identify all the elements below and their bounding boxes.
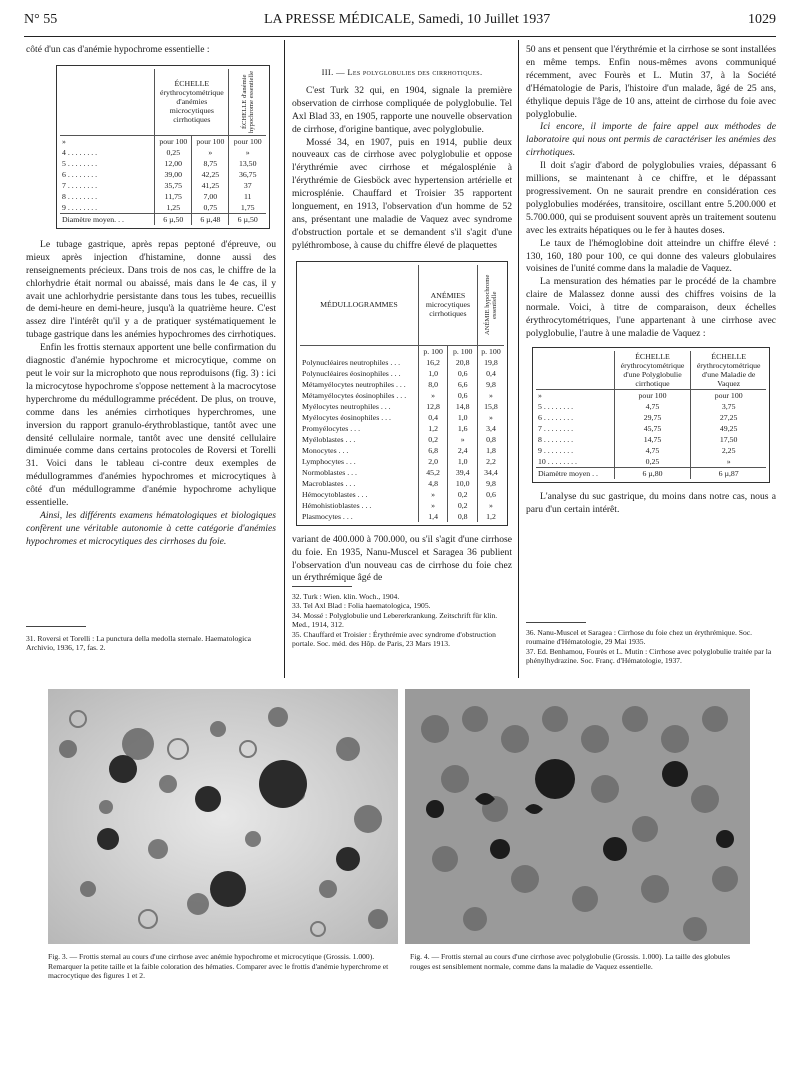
table2-units-blank	[300, 345, 418, 357]
table2-cell: 14,8	[448, 401, 478, 412]
table2-row-label: Polynucléaires éosinophiles . . .	[302, 368, 401, 378]
table2-row-label: Métamyélocytes neutrophiles . . .	[302, 379, 406, 389]
table2-cell: 6,8	[418, 445, 448, 456]
table2-row-label: Promyélocytes . . .	[302, 423, 361, 433]
table1-footer-cell: 6 µ,50	[229, 213, 266, 225]
table1-footer-cell: Diamètre moyen. . .	[60, 213, 155, 225]
table3-row-label: 8 . . . . . . . .	[538, 434, 574, 444]
column-rule-1	[284, 40, 285, 678]
column-2	[292, 66, 512, 585]
column-rule-2	[518, 40, 519, 678]
col3-footnote-rule	[526, 622, 586, 623]
table1-head-essential: ÉCHELLE d'anémie hypochrome essentielle	[240, 70, 255, 133]
table1-row	[60, 180, 266, 191]
table1-cell: 11,75	[155, 191, 192, 202]
table3-cell: 27,25	[691, 412, 766, 423]
table2-row-label: Lymphocytes . . .	[302, 456, 356, 466]
table1-cell: 42,25	[192, 169, 229, 180]
footnote-item: 34. Mossé : Polyglobulie und Lebererkrankung. Zeitschrift für klin. Med., 1914, 312.	[292, 610, 498, 630]
table1-row	[60, 191, 266, 202]
footnote-item: 36. Nanu-Muscel et Saragea : Cirrhose du foie chez un érythrémique. Soc. roumaine d'Hématologie, 29 Mai 1935.	[526, 628, 753, 647]
col1-footnote-rule	[26, 626, 86, 627]
figure-3-caption: Fig. 3. — Frottis sternal au cours d'une cirrhose avec anémie hypochrome et microcytique (Grossis. 1.000). Remarquer la petite taille et la faible coloration des hématies. Comparer avec le frottis d'anémie hyperchrome et macrocytique des figures 1 et 2.	[48, 952, 389, 981]
table1-row-label: 6 . . . . . . . .	[62, 169, 98, 179]
table1-cell: 8,75	[192, 158, 229, 169]
table2-cell: 2,2	[477, 456, 504, 467]
page-number: 1029	[748, 12, 776, 27]
table2-cell: 0,6	[448, 368, 478, 379]
table2-row-label: Macroblastes . . .	[302, 478, 356, 488]
table2-row-label: Myélocytes éosinophiles . . .	[302, 412, 392, 422]
table2-row	[300, 368, 504, 379]
journal-title: LA PRESSE MÉDICALE, Samedi, 10 Juillet 1937	[264, 12, 551, 27]
table2-cell: 1,4	[418, 511, 448, 522]
table-erythrocytometric-2	[532, 347, 770, 483]
table2-row	[300, 445, 504, 456]
table2-head-right: ANÉMIE hypochrome essentielle	[483, 274, 498, 335]
table2-row	[300, 489, 504, 500]
table3-cell: 0,25	[614, 456, 691, 468]
table1-cell: »	[192, 147, 229, 158]
col1-intro: côté d'un cas d'anémie hypochrome essentielle :	[26, 44, 210, 55]
table3-footer-row	[536, 467, 766, 479]
col3-paragraph-4: Le taux de l'hémoglobine doit atteindre un chiffre élevé : 130, 160, 180 pour 100, ce qui donne des valeurs globulaires voisines de l'unité comme dans la maladie de Vaquez.	[526, 237, 776, 275]
table2-row	[300, 357, 504, 368]
table3-body	[536, 389, 766, 479]
table2-row	[300, 379, 504, 390]
table1-row	[60, 169, 266, 180]
table2-cell: 0,2	[448, 489, 478, 500]
col1-paragraph-1: Le tubage gastrique, après repas peptoné d'épreuve, ou mieux après injection d'histamine, donne aussi des renseignements précieux. Dans trois de nos cas, le chiffre de la chlorhydrie était normal ou abaissé, mais dans le 4e cas, il y avait une achlorhydrie persistante dans tous les tubes, recueillis de demi-heure en demi-heure, jusqu'à la quatrième heure. C'est assez dire l'intérêt qu'il y a de pratiquer systématiquement le tubage gastrique dans les anémies hypochromes des cirrhotiques.	[26, 238, 276, 341]
col2-footnotes	[292, 592, 512, 648]
table2-cell: 19,8	[477, 357, 504, 368]
table1-cell: 12,00	[155, 158, 192, 169]
table1-cell: 39,00	[155, 169, 192, 180]
table1-cell: 7,00	[192, 191, 229, 202]
table3-unit: »	[538, 390, 542, 400]
table2-row-label: Plasmocytes . . .	[302, 511, 353, 521]
table1-unit: pour 100	[192, 135, 229, 147]
table2-cell: 6,6	[448, 379, 478, 390]
table3-head-vaquez: ÉCHELLE érythrocytométrique d'une Maladie de Vaquez	[691, 351, 766, 390]
table2-row-label: Métamyélocytes éosinophiles . . .	[302, 390, 407, 400]
table2-cell: 8,0	[418, 379, 448, 390]
table2-cell: 0,8	[448, 511, 478, 522]
table3-cell: 45,75	[614, 423, 691, 434]
table-medullogram	[296, 261, 508, 526]
table3-unit: pour 100	[614, 389, 691, 401]
table2-row	[300, 511, 504, 522]
table2-cell: 39,4	[448, 467, 478, 478]
table1-row	[60, 147, 266, 158]
figure-4-caption: Fig. 4. — Frottis sternal au cours d'une cirrhose avec polyglobulie (Grossis. 1.000). La taille des globules rouges est sensiblement normale, comme dans la maladie de Vaquez essentielle.	[410, 952, 731, 971]
table2-row	[300, 434, 504, 445]
table1-cell: »	[229, 147, 266, 158]
section-heading: III. — Les polyglobulies des cirrhotiques.	[321, 67, 483, 77]
table2-unit: p. 100	[448, 345, 478, 357]
table1-row	[60, 202, 266, 214]
table2-row	[300, 401, 504, 412]
table1-cell: 0,25	[155, 147, 192, 158]
col3-paragraph-1: 50 ans et pensent que l'érythrémie et la cirrhose se sont installées en même temps. Enfin nous-mêmes avons communiqué récemment, avec Fourès et L. Mutin 37, à la Société d'Hématologie de Paris, l'histoire d'un malade, âgé de 25 ans, éthylique depuis l'âge de 10 ans, atteint de cirrhose du foie avec polyglobulie.	[526, 44, 776, 120]
table3-row-label: 7 . . . . . . . .	[538, 423, 574, 433]
table2-cell: »	[418, 489, 448, 500]
column-3	[526, 44, 776, 517]
table1-cell: 1,25	[155, 202, 192, 214]
table3-cell: »	[691, 456, 766, 468]
table3-cell: 2,25	[691, 445, 766, 456]
table2-cell: 0,4	[477, 368, 504, 379]
table2-head-left: MÉDULLOGRAMMES	[300, 265, 418, 346]
table1-cell: 11	[229, 191, 266, 202]
col2-paragraph-2: Mossé 34, en 1907, puis en 1914, publie deux nouveaux cas de cirrhose avec polyglobulie et oppose l'érythrémie avec cirrhose et mégalosplénie à l'érythrémie de Giesböck avec hypertension artérielle et microsplénie. Chauffard et Troisier 35 rapportent longuement, en 1913, l'observation d'un homme de 52 ans, présentant une maladie de Vaquez avec syndrome d'obstruction portale et se demandent s'il s'agit d'une pyléthrombose, à cause du chiffre élevé de plaquettes	[292, 136, 512, 251]
table2-row	[300, 412, 504, 423]
table2-row	[300, 478, 504, 489]
col2-paragraph-3: variant de 400.000 à 700.000, ou s'il s'agit d'une cirrhose du foie. En 1935, Nanu-Muscel et Saragea 36 publient l'observation d'un nouveau cas de cirrhose du foie chez un érythrémique âgé de	[292, 533, 512, 584]
table2-cell: 2,4	[448, 445, 478, 456]
table3-row	[536, 434, 766, 445]
table2-cell: 0,8	[477, 434, 504, 445]
table2-cell: 20,8	[448, 357, 478, 368]
table3-row-label: 9 . . . . . . . .	[538, 445, 574, 455]
table1-cell: 35,75	[155, 180, 192, 191]
table2-cell: 1,0	[448, 412, 478, 423]
table3-head-polyglobulie: ÉCHELLE érythrocytométrique d'une Polyglobulie cirrhotique	[614, 351, 691, 390]
footnote-item: 33. Tel Axl Blad : Folia haematologica, 1905.	[292, 601, 431, 611]
footnote-31: 31. Roversi et Torelli : La punctura della medolla sternale. Haematologica Archivio, 1936, 17, fas. 2.	[26, 634, 251, 653]
table1-units-row	[60, 135, 266, 147]
table1-unit: pour 100	[229, 135, 266, 147]
table2-row	[300, 500, 504, 511]
col3-footnotes	[526, 628, 776, 666]
figure-4-micrograph	[405, 689, 750, 944]
table2-cell: 9,8	[477, 379, 504, 390]
col3-paragraph-6: L'analyse du suc gastrique, du moins dans notre cas, nous a paru d'un certain intérêt.	[526, 490, 776, 515]
footnote-item: 35. Chauffard et Troisier : Érythrémie avec syndrome d'obstruction portale. Soc. méd. des Hôp. de Paris, 23 Mars 1913.	[292, 629, 496, 649]
table3-footer-cell: Diamètre moyen . .	[536, 467, 614, 479]
table2-row-label: Myéloblastes . . .	[302, 434, 356, 444]
table2-cell: 0,2	[418, 434, 448, 445]
issue-number: N° 55	[24, 12, 58, 27]
table2-cell: 12,8	[418, 401, 448, 412]
table2-cell: 1,0	[418, 368, 448, 379]
table2-cell: 1,2	[418, 423, 448, 434]
table2-cell: 0,2	[448, 500, 478, 511]
table3-row-label: 6 . . . . . . . .	[538, 412, 574, 422]
table1-cell: 0,75	[192, 202, 229, 214]
table3-row	[536, 401, 766, 412]
table2-cell: 45,2	[418, 467, 448, 478]
col3-paragraph-5: La mensuration des hématies par le procédé de la chambre claire de Malassez donne aussi des chiffres voisins de la normale. Voici, à titre de comparaison, deux échelles érythrocytométriques, l'une appartenant à une cirrhose avec polyglobulie, l'autre à une maladie de Vaquez :	[526, 276, 776, 339]
table2-cell: »	[477, 412, 504, 423]
table1-footer-row	[60, 213, 266, 225]
table2-cell: 1,8	[477, 445, 504, 456]
header-rule	[24, 36, 776, 37]
table1-cell: 1,75	[229, 202, 266, 214]
table3-footer-cell: 6 µ,80	[614, 467, 691, 479]
col3-paragraph-2: Ici encore, il importe de faire appel aux méthodes de laboratoire qui nous ont permis de caractériser les anémies des cirrhotiques.	[526, 121, 776, 159]
table1-cell: 41,25	[192, 180, 229, 191]
table2-head-mid: ANÉMIES microcytiques cirrhotiques	[418, 265, 477, 346]
table1-head-cirrhotic: ÉCHELLE érythrocytométrique d'anémies microcytiques cirrhotiques	[155, 69, 229, 136]
table2-cell: 3,4	[477, 423, 504, 434]
table2-cell: 0,4	[418, 412, 448, 423]
table2-body	[300, 345, 504, 522]
table3-row	[536, 412, 766, 423]
table2-cell: »	[418, 390, 448, 401]
table3-row-label: 5 . . . . . . . .	[538, 401, 574, 411]
table2-row-label: Polynucléaires neutrophiles . . .	[302, 357, 401, 367]
table3-footer-cell: 6 µ,87	[691, 467, 766, 479]
table2-units-row	[300, 345, 504, 357]
table1-footer-cell: 6 µ,48	[192, 213, 229, 225]
table1-row-label: 9 . . . . . . . .	[62, 202, 98, 212]
col3-paragraph-3: Il doit s'agir d'abord de polyglobulies vraies, dépassant 6 millions, se maintenant à ce chiffre, et le dépassant progressivement. On ne saurait prendre en considération ces polyglobulies modérées, transitoire, oscillant entre 5.200.000 et 5.700.000, qui se produisent souvent après un traitement soutenu avec les extraits hépatiques ou le fer à hautes doses.	[526, 160, 776, 236]
table3-cell: 49,25	[691, 423, 766, 434]
table2-cell: 1,6	[448, 423, 478, 434]
table1-body	[60, 135, 266, 225]
column-1	[26, 44, 276, 549]
table2-cell: 16,2	[418, 357, 448, 368]
table3-cell: 3,75	[691, 401, 766, 412]
table1-row-label: 4 . . . . . . . .	[62, 147, 98, 157]
figure-3-micrograph	[48, 689, 398, 944]
table2-row-label: Hémocytoblastes . . .	[302, 489, 368, 499]
table3-units-row	[536, 389, 766, 401]
table1-cell: 36,75	[229, 169, 266, 180]
footnote-item: 37. Ed. Benhamou, Fourès et L. Mutin : Cirrhose avec polyglobulie traitée par la phénylhydrazine. Soc. Franç. d'Hématologie, 1937.	[526, 646, 772, 666]
table3-cell: 17,50	[691, 434, 766, 445]
table3-row	[536, 456, 766, 468]
table3-cell: 4,75	[614, 445, 691, 456]
issue-date: Samedi, 10 Juillet 1937	[418, 12, 551, 27]
col2-paragraph-1: C'est Turk 32 qui, en 1904, signale la première observation de cirrhose compliquée de polyglobulie. Tel Axl Blad 33, en 1905, rapporte une nouvelle observation de cirrhose, d'origine bantique, avec polyglobulie.	[292, 84, 512, 135]
table2-cell: »	[477, 390, 504, 401]
table3-cell: 14,75	[614, 434, 691, 445]
table1-row-label: 7 . . . . . . . .	[62, 180, 98, 190]
table2-unit: p. 100	[418, 345, 448, 357]
table-erythrocytometric-1	[56, 65, 270, 229]
table2-row	[300, 467, 504, 478]
col1-paragraph-3: Ainsi, les différents examens hématologiques et biologiques confèrent une véritable autonomie à cette catégorie d'anémies hypochromes et microcytiques des cirrhoses du foie.	[26, 509, 276, 547]
table1-cell: 37	[229, 180, 266, 191]
table1-row	[60, 158, 266, 169]
col1-paragraph-2: Enfin les frottis sternaux apportent une belle confirmation du diagnostic d'anémie hypochrome et microcytique, comme on peut le voir sur la microphoto que nous reproduisons (fig. 3) : ici la microcytose hypochrome s'oppose nettement à la macrocytose hyperchrome du médullogramme précédent. De plus, on trouve, comme dans les anémies cirrhotiques hyperchromes, une inversion du rapport granulo-érythroblastique, tantôt avec une densité cellulaire normale, tantôt avec une densité cellulaire diminuée comme dans certains protocoles de Roversi et Torelli 31. Voici dans le tableau ci-contre deux exemples de médullogrammes d'anémies hypochromes et microcytiques à côté d'un médullogramme d'anémie hypochrome achylique essentielle.	[26, 342, 276, 509]
table3-cell: 29,75	[614, 412, 691, 423]
table3-row-label: 10 . . . . . . . .	[538, 456, 577, 466]
table1-unit: »	[62, 136, 66, 146]
table1-footer-cell: 6 µ,50	[155, 213, 192, 225]
table2-unit: p. 100	[477, 345, 504, 357]
table2-row-label: Monocytes . . .	[302, 445, 349, 455]
table2-cell: 0,6	[477, 489, 504, 500]
table2-cell: 0,6	[448, 390, 478, 401]
col2-footnote-rule	[292, 586, 352, 587]
table2-cell: 4,8	[418, 478, 448, 489]
table1-row-label: 5 . . . . . . . .	[62, 158, 98, 168]
table2-row	[300, 423, 504, 434]
table2-row	[300, 456, 504, 467]
table1-cell: 13,50	[229, 158, 266, 169]
table2-row-label: Myélocytes neutrophiles . . .	[302, 401, 391, 411]
table2-cell: 15,8	[477, 401, 504, 412]
table2-cell: 2,0	[418, 456, 448, 467]
table2-cell: 1,2	[477, 511, 504, 522]
table2-row	[300, 390, 504, 401]
table2-cell: »	[418, 500, 448, 511]
footnote-item: 32. Turk : Wien. klin. Woch., 1904.	[292, 592, 400, 601]
table2-cell: 34,4	[477, 467, 504, 478]
page-header	[24, 12, 776, 34]
table3-row	[536, 445, 766, 456]
table1-unit: pour 100	[155, 135, 192, 147]
table3-row	[536, 423, 766, 434]
table2-cell: »	[477, 500, 504, 511]
table2-row-label: Hémohistioblastes . . .	[302, 500, 372, 510]
table1-row-label: 8 . . . . . . . .	[62, 191, 98, 201]
table3-cell: 4,75	[614, 401, 691, 412]
table2-cell: »	[448, 434, 478, 445]
table2-cell: 10,0	[448, 478, 478, 489]
table2-cell: 9,8	[477, 478, 504, 489]
table2-cell: 1,0	[448, 456, 478, 467]
table2-row-label: Normoblastes . . .	[302, 467, 358, 477]
table3-unit: pour 100	[691, 389, 766, 401]
